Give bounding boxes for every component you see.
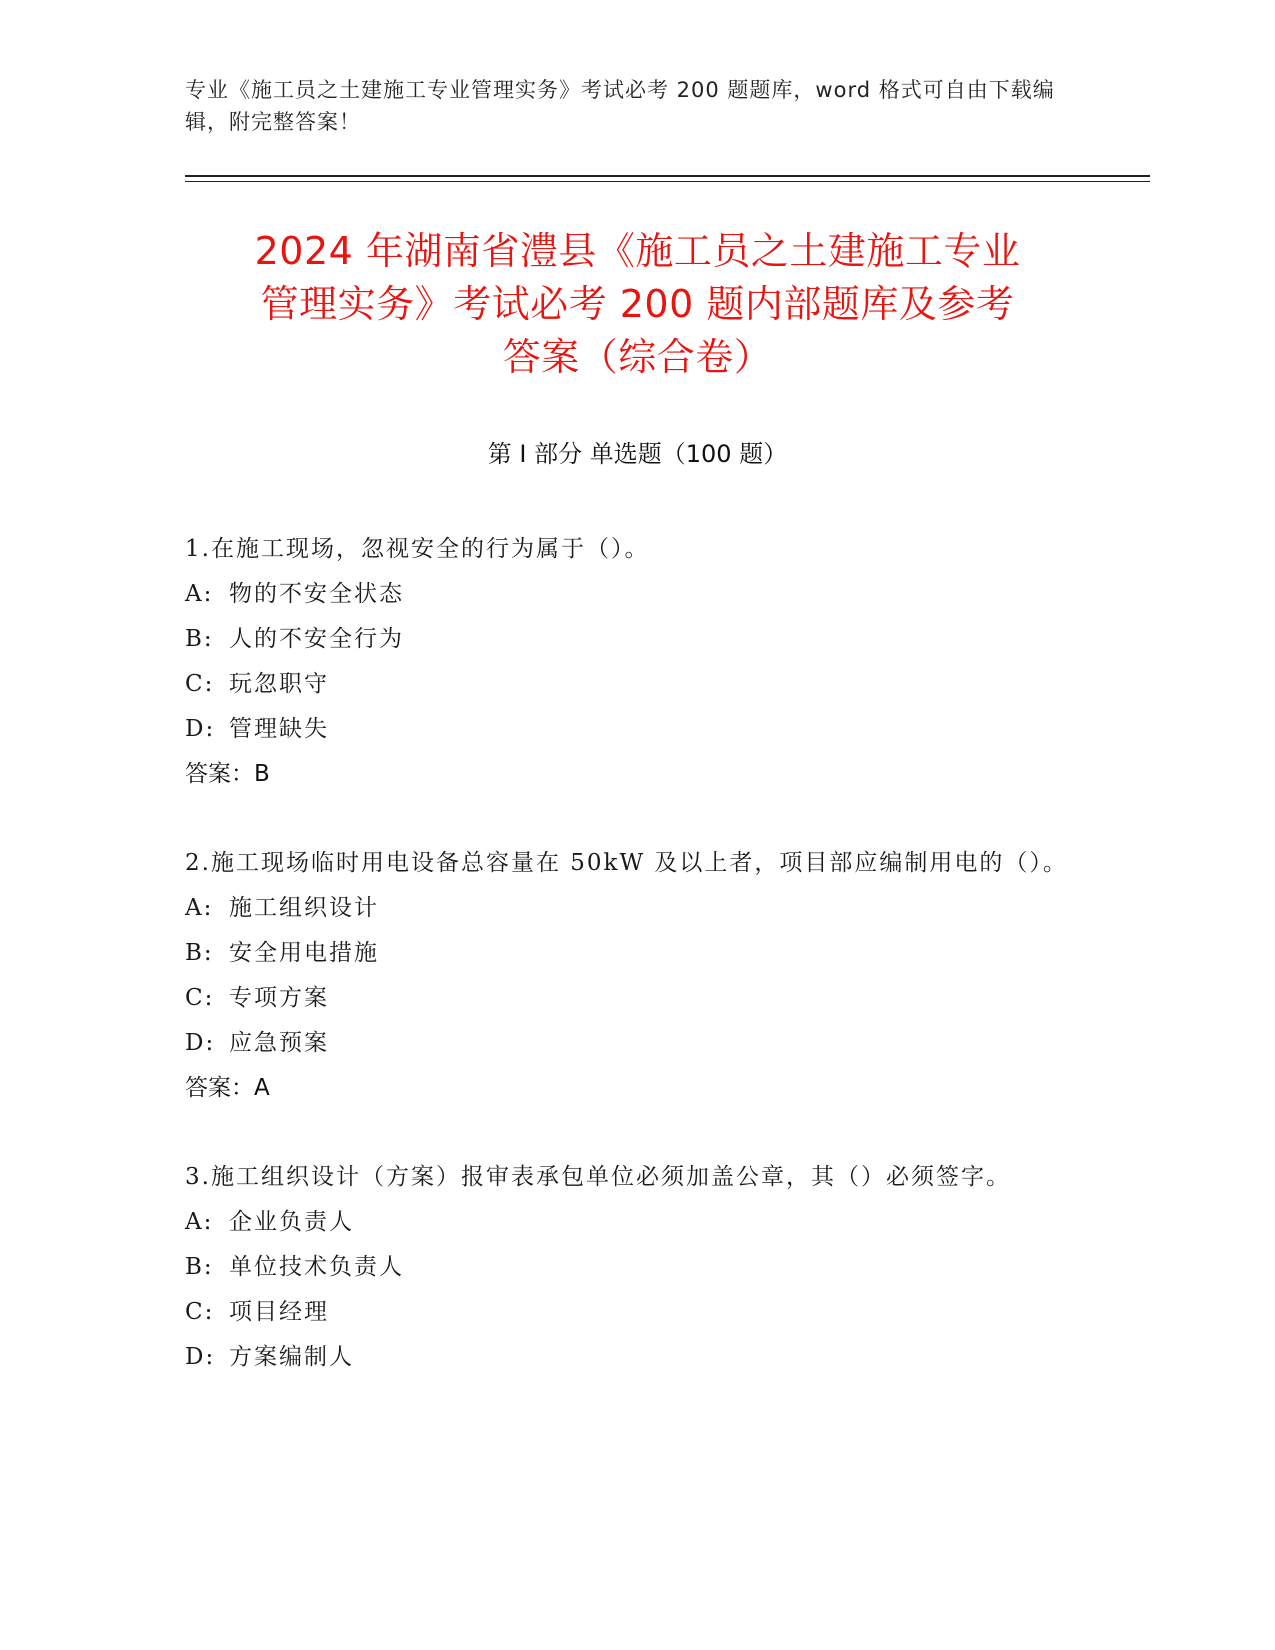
option-letter: D: — [185, 1344, 216, 1370]
option-text: 企业负责人 — [229, 1209, 354, 1235]
option-text: 物的不安全状态 — [229, 581, 404, 607]
question-1 — [185, 527, 1085, 797]
option-text: 人的不安全行为 — [229, 626, 404, 652]
option-letter: A: — [185, 895, 214, 921]
option-text: 方案编制人 — [229, 1344, 354, 1370]
option-b — [185, 931, 1085, 976]
title-line-3: 答案（综合卷） — [502, 335, 773, 379]
answer: 答案：A — [185, 1075, 270, 1101]
option-letter: C: — [185, 985, 215, 1011]
header-rule-thick — [185, 175, 1150, 177]
title-line-2: 管理实务》考试必考 200 题内部题库及参考 — [260, 282, 1015, 326]
option-text: 项目经理 — [229, 1299, 329, 1325]
option-b — [185, 617, 1085, 662]
option-d — [185, 1021, 1085, 1066]
question-3 — [185, 1155, 1085, 1380]
option-letter: B: — [185, 626, 214, 652]
option-text: 应急预案 — [229, 1030, 329, 1056]
question-2 — [185, 841, 1085, 1111]
option-letter: A: — [185, 581, 214, 607]
option-text: 管理缺失 — [229, 716, 329, 742]
option-text: 施工组织设计 — [229, 895, 379, 921]
answer: 答案：B — [185, 761, 270, 787]
document-title — [150, 225, 1125, 384]
header-note: 专业《施工员之土建施工专业管理实务》考试必考 200 题题库，word 格式可自由下载编辑，附完整答案！ — [185, 78, 1055, 134]
title-line-1: 2024 年湖南省澧县《施工员之土建施工专业 — [254, 229, 1021, 273]
option-letter: B: — [185, 1254, 214, 1280]
option-d — [185, 707, 1085, 752]
option-letter: C: — [185, 1299, 215, 1325]
option-b — [185, 1245, 1085, 1290]
question-stem: 1.在施工现场，忽视安全的行为属于（）。 — [185, 536, 650, 562]
option-a — [185, 572, 1085, 617]
option-a — [185, 1200, 1085, 1245]
option-text: 安全用电措施 — [229, 940, 379, 966]
question-stem: 3.施工组织设计（方案）报审表承包单位必须加盖公章，其（）必须签字。 — [185, 1164, 1011, 1190]
option-c — [185, 662, 1085, 707]
option-text: 玩忽职守 — [229, 671, 329, 697]
option-d — [185, 1335, 1085, 1380]
option-text: 单位技术负责人 — [229, 1254, 404, 1280]
option-letter: A: — [185, 1209, 214, 1235]
option-letter: D: — [185, 716, 216, 742]
option-text: 专项方案 — [229, 985, 329, 1011]
option-c — [185, 1290, 1085, 1335]
section-heading: 第 I 部分 单选题（100 题） — [487, 440, 788, 468]
option-letter: D: — [185, 1030, 216, 1056]
question-list — [185, 527, 1085, 1424]
option-a — [185, 886, 1085, 931]
option-letter: C: — [185, 671, 215, 697]
option-letter: B: — [185, 940, 214, 966]
option-c — [185, 976, 1085, 1021]
header-rule-thin — [185, 181, 1150, 182]
question-stem: 2.施工现场临时用电设备总容量在 50kW 及以上者，项目部应编制用电的（）。 — [185, 850, 1068, 876]
